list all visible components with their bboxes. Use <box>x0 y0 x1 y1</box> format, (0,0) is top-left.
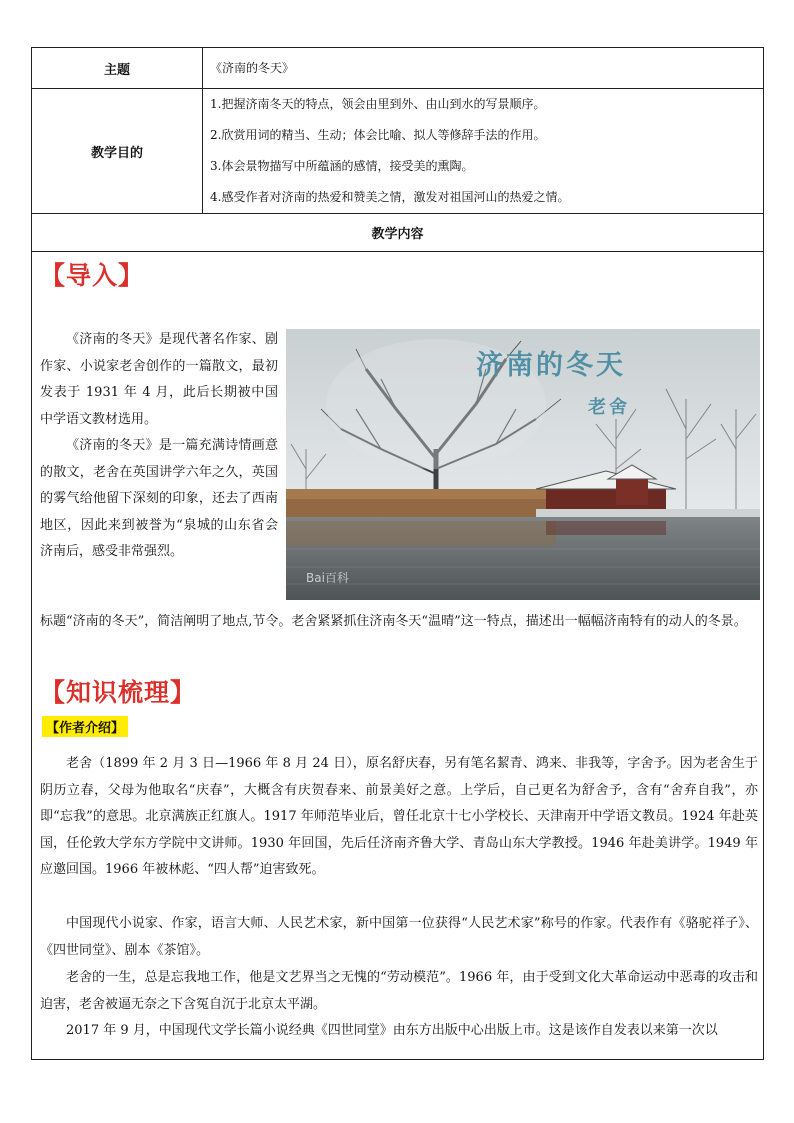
objectives-row <box>32 89 763 214</box>
author-paragraph-3: 老舍的一生，总是忘我地工作，他是文艺界当之无愧的“劳动模范”。1966 年，由于受到文化大革命运动中恶毒的攻击和迫害，老舍被逼无奈之下含冤自沉于北京太平湖。 <box>40 970 758 1012</box>
author-paragraph-1: 老舍（1899 年 2 月 3 日—1966 年 8 月 24 日），原名舒庆春，另有笔名絜青、鸿来、非我等，字舍予。因为老舍生于阴历立春，父母为他取名“庆春”，大概含有庆贺春来、前景美好之意。上学后，自己更名为舒舍予，含有“舍弃自我”，亦即“忘我”的意思。北京满族正红旗人。1917 年师范毕业后，曾任北京十七小学校长、天津南开中学语文教员。1924 年赴英国，任伦敦大学东方学院中文讲师。1930 年回国，先后任济南齐鲁大学、青岛山东大学教授。1946 年赴美讲学。1949 年应邀回国。1966 年被林彪、“四人帮”迫害致死。 <box>40 756 758 877</box>
objective-item: 2.欣赏用词的精当、生动；体会比喻、拟人等修辞手法的作用。 <box>210 128 546 142</box>
photo-author: 老舍 <box>588 397 630 418</box>
intro-paragraph-1: 《济南的冬天》是现代著名作家、剧作家、小说家老舍创作的一篇散文，最初发表于 1931 年 4 月，此后长期被中国中学语文教材选用。 <box>40 332 278 427</box>
winter-lake-photo <box>286 329 760 600</box>
content-label: 教学内容 <box>371 227 424 242</box>
objective-item: 1.把握济南冬天的特点，领会由里到外、由山到水的写景顺序。 <box>210 97 546 111</box>
author-paragraph-2: 中国现代小说家、作家，语言大师、人民艺术家，新中国第一位获得“人民艺术家”称号的作家。代表作有《骆驼祥子》、《四世同堂》、剧本《茶馆》。 <box>40 916 758 958</box>
intro-paragraph-2-continued: 标题“济南的冬天”，简洁阐明了地点,节令。老舍紧紧抓住济南冬天“温晴”这一特点，描述出一幅幅济南特有的动人的冬景。 <box>40 614 747 629</box>
intro-heading: 【导入】 <box>40 261 145 290</box>
theme-label: 主题 <box>32 48 203 88</box>
author-paragraph-4: 2017 年 9 月，中国现代文学长篇小说经典《四世同堂》由东方出版中心出版上市。这是该作自发表以来第一次以 <box>66 1023 718 1038</box>
knowledge-heading: 【知识梳理】 <box>40 678 197 707</box>
photo-watermark: Bai百科 <box>306 571 349 585</box>
intro-paragraph-2: 《济南的冬天》是一篇充满诗情画意的散文，老舍在英国讲学六年之久，英国的雾气给他留下深刻的印象，还去了西南地区，因此来到被誉为“泉城的山东省会济南后，感受非常强烈。 <box>40 438 278 559</box>
objectives-label: 教学目的 <box>32 89 203 213</box>
photo-title: 济南的冬天 <box>476 350 626 381</box>
lesson-plan-table <box>31 47 764 1060</box>
author-intro-tag: 【作者介绍】 <box>42 716 128 737</box>
theme-value: 《济南的冬天》 <box>210 61 295 75</box>
objectives-list <box>203 89 763 218</box>
objective-item: 3.体会景物描写中所蕴涵的感情，接受美的熏陶。 <box>210 159 474 173</box>
objective-item: 4.感受作者对济南的热爱和赞美之情，激发对祖国河山的热爱之情。 <box>210 190 570 204</box>
theme-row <box>32 48 763 89</box>
content-header-row <box>32 214 763 252</box>
